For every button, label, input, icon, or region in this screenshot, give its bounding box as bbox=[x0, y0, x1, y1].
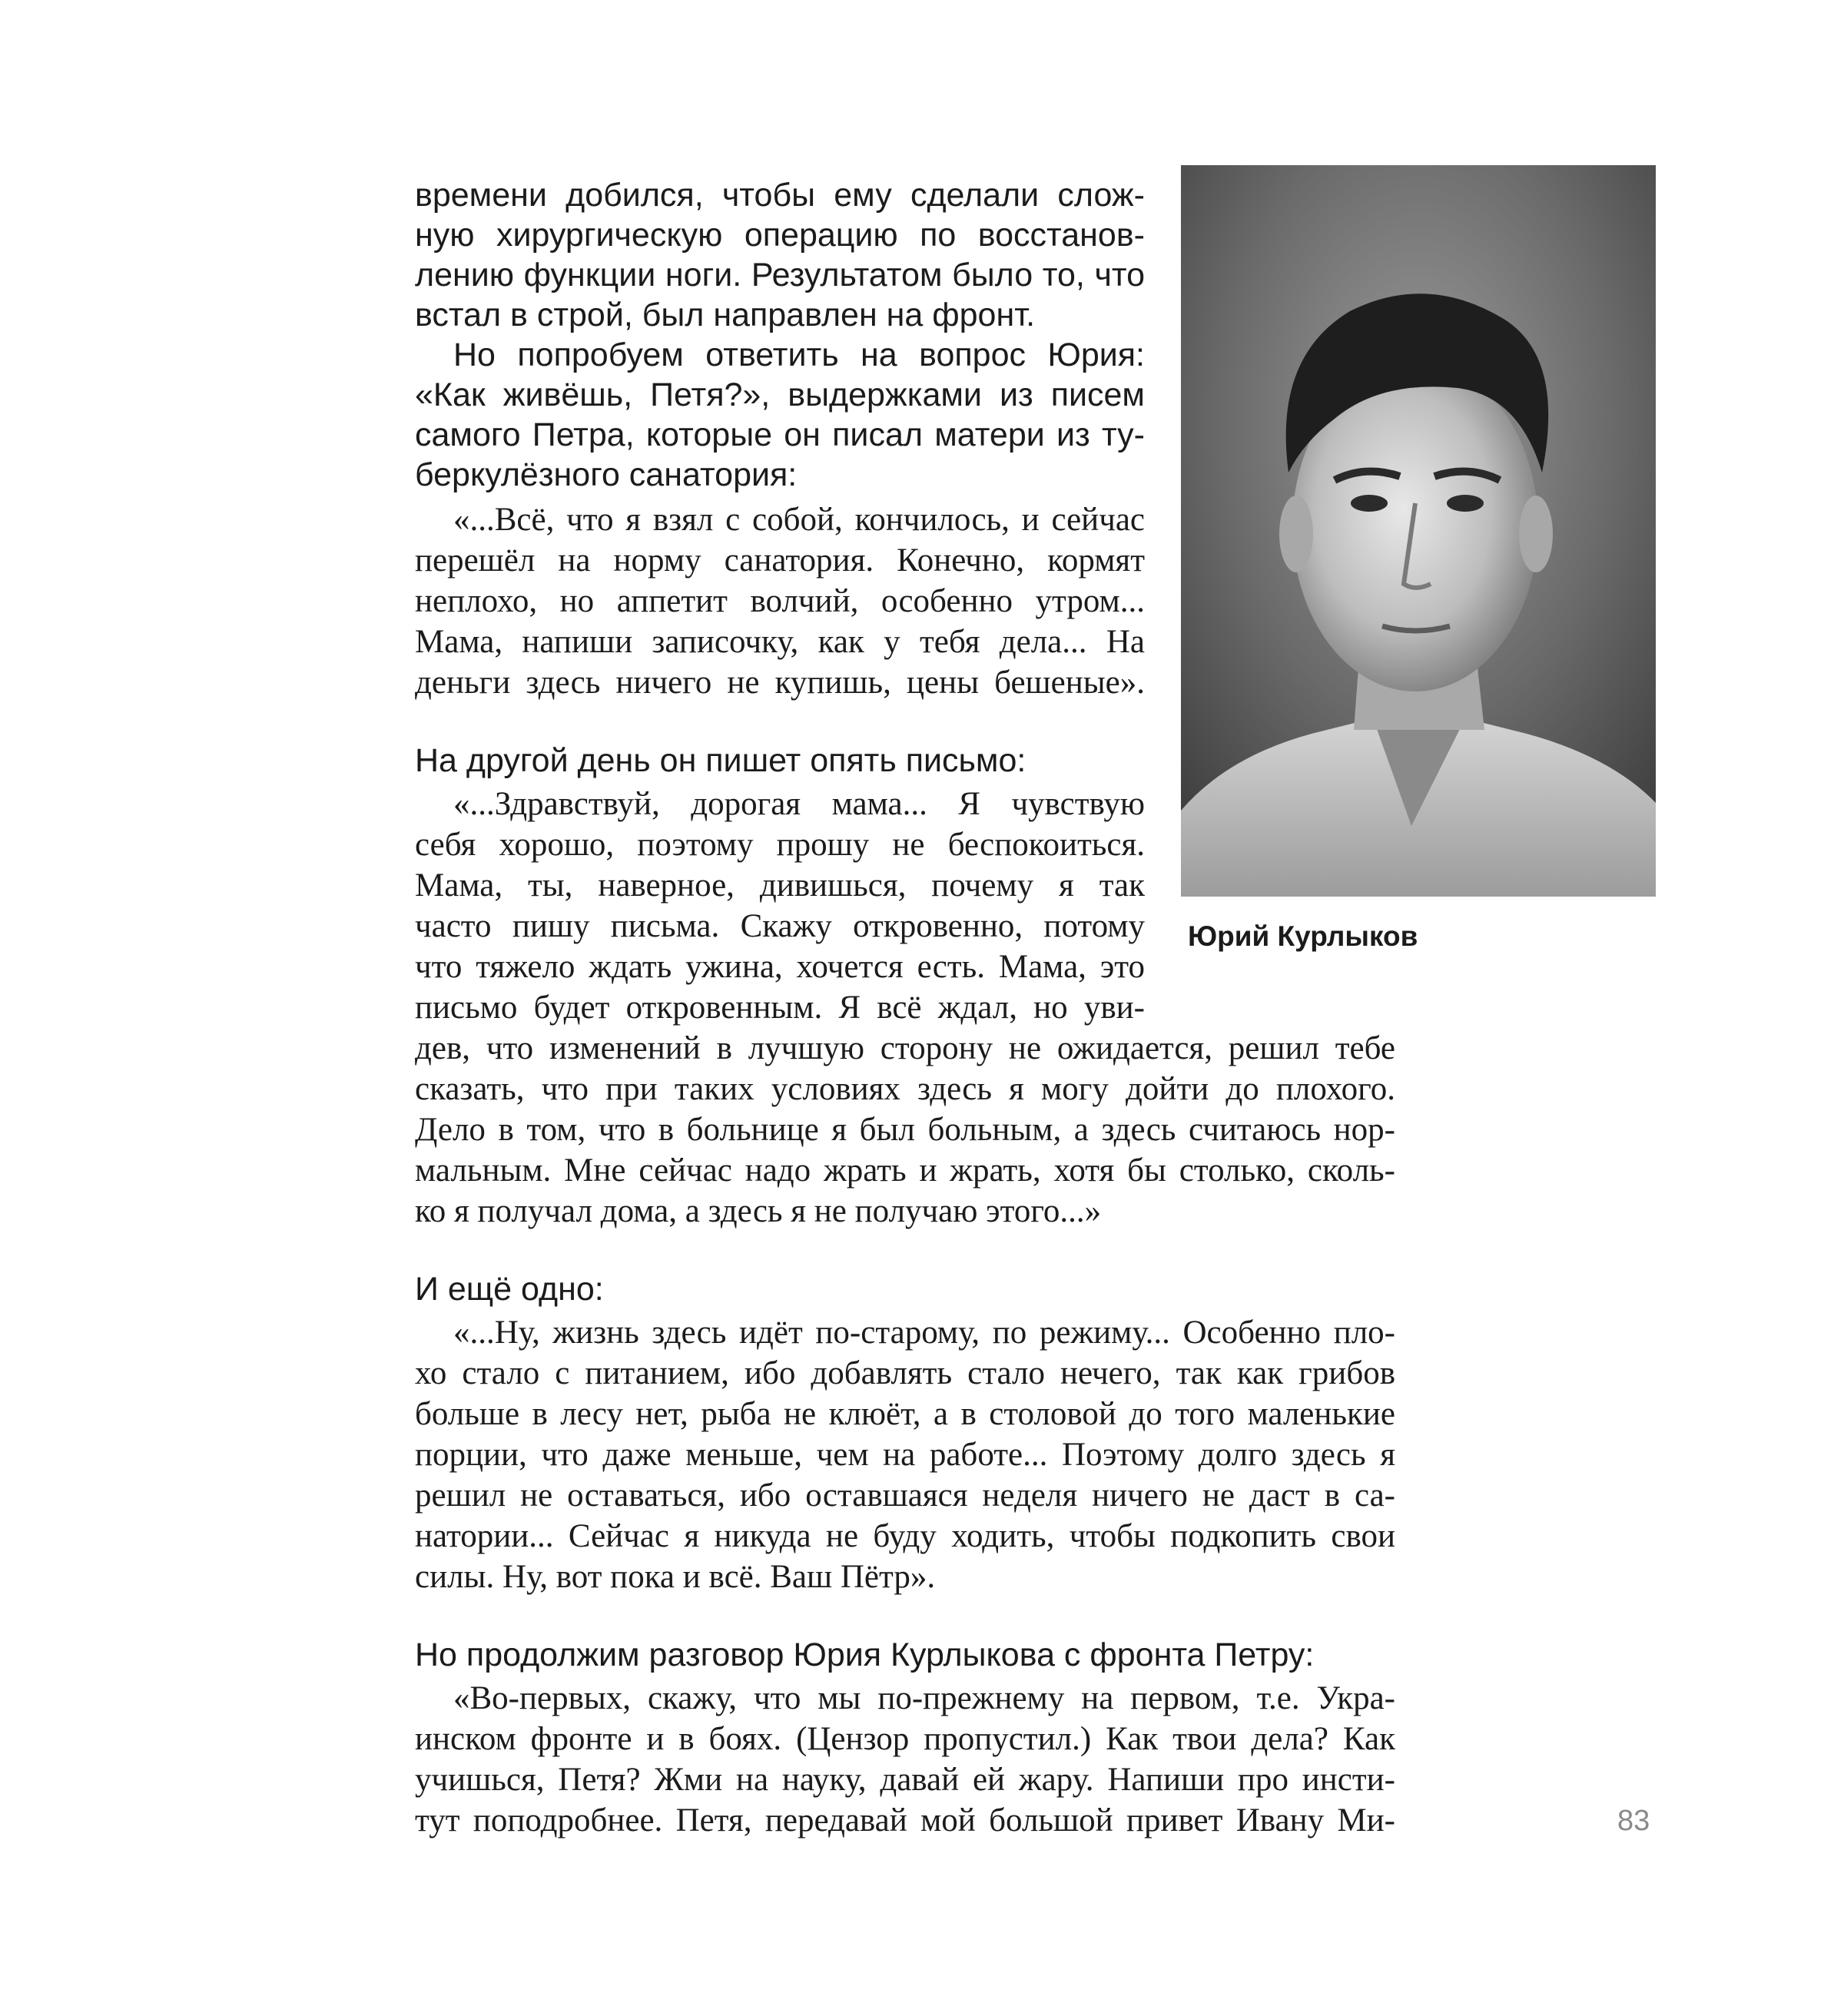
quote-line: Мама, ты, наверное, дивишься, почему я так bbox=[415, 867, 1145, 904]
page-number: 83 bbox=[1617, 1805, 1650, 1837]
body-line: И ещё одно: bbox=[415, 1271, 604, 1308]
body-line: беркулёзного санатория: bbox=[415, 456, 798, 493]
body-line: «Как живёшь, Петя?», выдержками из писем bbox=[415, 376, 1145, 413]
quote-line: сказать, что при таких условиях здесь я могу дойти до плохого. bbox=[415, 1071, 1395, 1107]
quote-line: «...Ну, жизнь здесь идёт по-старому, по режиму... Особенно пло- bbox=[453, 1315, 1395, 1351]
photo-caption: Юрий Курлыков bbox=[1188, 920, 1418, 952]
quote-line: Дело в том, что в больнице я был больным, а здесь считаюсь нор- bbox=[415, 1112, 1395, 1148]
quote-line: инском фронте и в боях. (Цензор пропустил.) Как твои дела? Как bbox=[415, 1721, 1395, 1757]
quote-line: себя хорошо, поэтому прошу не беспокоиться. bbox=[415, 827, 1145, 863]
body-line: времени добился, чтобы ему сделали слож- bbox=[415, 177, 1145, 214]
body-line: ную хирургическую операцию по восстанов- bbox=[415, 217, 1145, 254]
portrait-image bbox=[1181, 165, 1656, 897]
quote-line: «Во-первых, скажу, что мы по-прежнему на первом, т.е. Укра- bbox=[453, 1680, 1395, 1716]
quote-line: тут поподробнее. Петя, передавай мой большой привет Ивану Ми- bbox=[415, 1802, 1395, 1839]
quote-line: «...Здравствуй, дорогая мама... Я чувствую bbox=[453, 786, 1145, 822]
quote-line: дев, что изменений в лучшую сторону не ожидается, решил тебе bbox=[415, 1030, 1395, 1066]
quote-line: деньги здесь ничего не купишь, цены бешеные». bbox=[415, 665, 1145, 701]
body-line: лению функции ноги. Результатом было то, что bbox=[415, 257, 1145, 293]
body-line: На другой день он пишет опять письмо: bbox=[415, 742, 1026, 779]
quote-line: неплохо, но аппетит волчий, особенно утром... bbox=[415, 583, 1145, 619]
quote-line: учишься, Петя? Жми на науку, давай ей жару. Напиши про инсти- bbox=[415, 1762, 1395, 1798]
quote-line: письмо будет откровенным. Я всё ждал, но уви- bbox=[415, 990, 1145, 1026]
body-line: Но попробуем ответить на вопрос Юрия: bbox=[453, 337, 1145, 373]
body-line: Но продолжим разговор Юрия Курлыкова с фронта Петру: bbox=[415, 1636, 1315, 1673]
quote-line: ко я получал дома, а здесь я не получаю этого...» bbox=[415, 1193, 1102, 1229]
quote-line: хо стало с питанием, ибо добавлять стало нечего, так как грибов bbox=[415, 1355, 1395, 1391]
quote-line: решил не оставаться, ибо оставшаяся неделя ничего не даст в са- bbox=[415, 1477, 1395, 1514]
quote-line: Мама, напиши записочку, как у тебя дела... На bbox=[415, 624, 1145, 660]
portrait-photo bbox=[1181, 165, 1656, 897]
quote-line: порции, что даже меньше, чем на работе... Поэтому долго здесь я bbox=[415, 1437, 1395, 1473]
quote-line: «...Всё, что я взял с собой, кончилось, и сейчас bbox=[453, 502, 1145, 538]
quote-line: перешёл на норму санатория. Конечно, кормят bbox=[415, 542, 1145, 579]
body-line: самого Петра, которые он писал матери из ту- bbox=[415, 416, 1145, 453]
quote-line: больше в лесу нет, рыба не клюёт, а в столовой до того маленькие bbox=[415, 1396, 1395, 1432]
quote-line: натории... Сейчас я никуда не буду ходить, чтобы подкопить свои bbox=[415, 1518, 1395, 1554]
quote-line: силы. Ну, вот пока и всё. Ваш Пётр». bbox=[415, 1559, 936, 1595]
quote-line: что тяжело ждать ужина, хочется есть. Мама, это bbox=[415, 949, 1145, 985]
body-line: встал в строй, был направлен на фронт. bbox=[415, 297, 1036, 333]
quote-line: часто пишу письма. Скажу откровенно, потому bbox=[415, 908, 1145, 944]
quote-line: мальным. Мне сейчас надо жрать и жрать, хотя бы столько, сколь- bbox=[415, 1152, 1395, 1189]
